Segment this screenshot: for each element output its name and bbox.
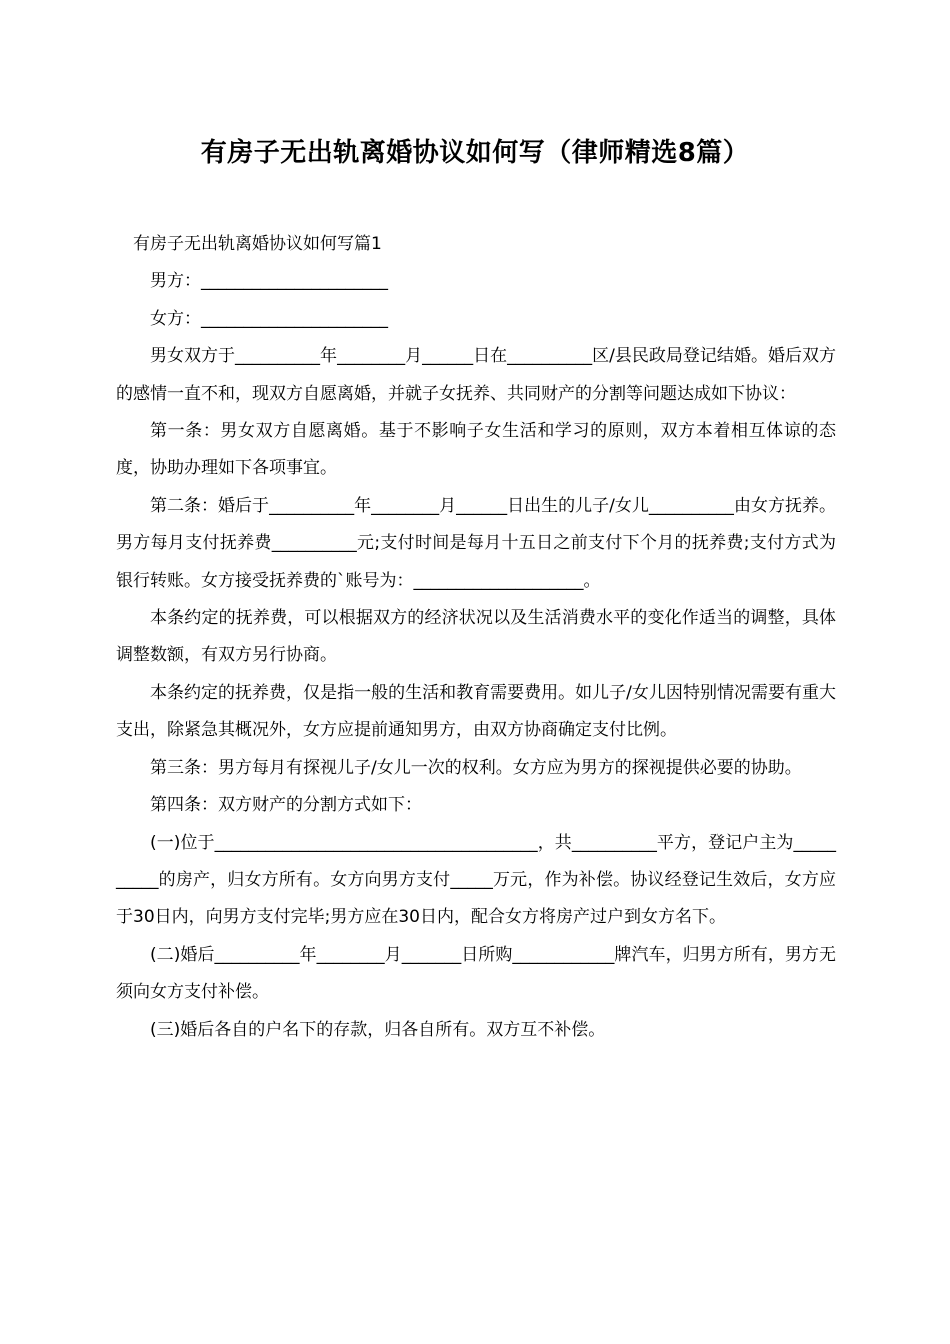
paragraph: 本条约定的抚养费，可以根据双方的经济状况以及生活消费水平的变化作适当的调整，具体调整数额，有双方另行协商。 [116,608,836,666]
document-body [116,226,836,1049]
article-2: 第二条：婚后于__________年________月______日出生的儿子/女儿__________由女方抚养。男方每月支付抚养费__________元;支付时间是每月十五日之前支付下个月的抚养费;支付方式为银行转账。女方接受抚养费的`账号为：____________________。 [116,495,836,591]
property-item-1: (一)位于______________________________________，共__________平方，登记户主为__________的房产，归女方所有。女方向男方支付_____万元，作为补偿。协议经登记生效后，女方应于30日内，向男方支付完毕;男方应在30日内，配合女方将房产过户到女方名下。 [116,832,836,928]
document-title: 有房子无出轨离婚协议如何写（律师精选8篇） [200,138,750,168]
property-item-3: (三)婚后各自的户名下的存款，归各自所有。双方互不补偿。 [150,1019,606,1040]
article-1: 第一条：男女双方自愿离婚。基于不影响子女生活和学习的原则，双方本着相互体谅的态度，协助办理如下各项事宜。 [116,421,836,479]
article-3: 第三条：男方每月有探视儿子/女儿一次的权利。女方应为男方的探视提供必要的协助。 [150,757,802,778]
paragraph: 本条约定的抚养费，仅是指一般的生活和教育需要费用。如儿子/女儿因特别情况需要有重大支出，除紧急其概况外，女方应提前通知男方，由双方协商确定支付比例。 [116,682,836,741]
husband-line: 男方：______________________ [150,271,388,292]
paragraph: 男女双方于__________年________月______日在__________区/县民政局登记结婚。婚后双方的感情一直不和，现双方自愿离婚，并就子女抚养、共同财产的分割等问题达成如下协议： [116,346,836,404]
wife-line: 女方：______________________ [150,308,388,329]
property-item-2: (二)婚后__________年________月_______日所购____________牌汽车，归男方所有，男方无须向女方支付补偿。 [116,944,836,1003]
article-4: 第四条：双方财产的分割方式如下： [150,795,422,816]
section-heading: 有房子无出轨离婚协议如何写篇1 [133,234,382,254]
